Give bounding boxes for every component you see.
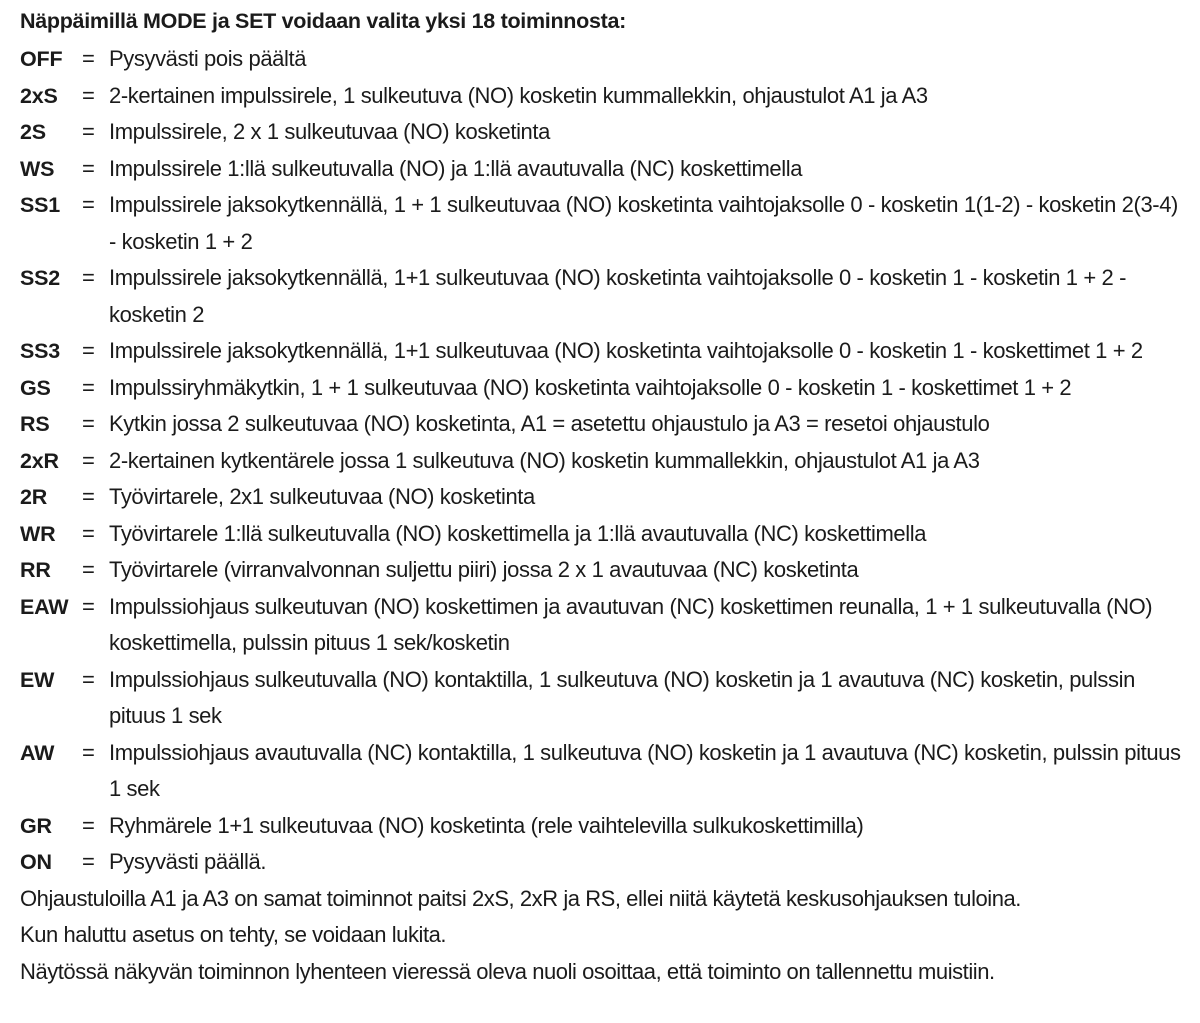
function-description: 2-kertainen kytkentärele jossa 1 sulkeutuva (NO) kosketin kummallekkin, ohjaustulot A1 ja A3 bbox=[109, 447, 980, 473]
equals-sign: = bbox=[82, 739, 95, 765]
function-entry-rr bbox=[20, 552, 1200, 589]
note-lock-setting: Kun haluttu asetus on tehty, se voidaan lukita. bbox=[20, 922, 447, 947]
function-code: WR bbox=[20, 521, 56, 546]
function-entry-on bbox=[20, 844, 1200, 881]
function-entry-2r bbox=[20, 479, 1200, 516]
equals-sign: = bbox=[82, 374, 95, 400]
equals-sign: = bbox=[82, 593, 95, 619]
function-description: Impulssirele jaksokytkennällä, 1 + 1 sulkeutuvaa (NO) kosketinta vaihtojaksolle 0 - kosketin 1(1-2) - kosketin 2(3-4) - kosketin 1 + 2 bbox=[109, 192, 1178, 254]
equals-sign: = bbox=[82, 338, 95, 363]
function-code: ON bbox=[20, 850, 52, 874]
function-code: SS1 bbox=[20, 193, 61, 217]
function-code: EAW bbox=[20, 594, 69, 619]
equals-sign: = bbox=[82, 46, 95, 71]
function-description: Työvirtarele (virranvalvonnan suljettu piiri) jossa 2 x 1 avautuvaa (NC) kosketinta bbox=[109, 557, 859, 582]
notes-list bbox=[20, 881, 1200, 991]
function-description: Työvirtarele 1:llä sulkeutuvalla (NO) koskettimella ja 1:llä avautuvalla (NC) koskettimella bbox=[109, 520, 927, 546]
function-entry-ew bbox=[20, 662, 1200, 735]
equals-sign: = bbox=[82, 812, 95, 838]
function-description: Impulssiohjaus avautuvalla (NC) kontaktilla, 1 sulkeutuva (NO) kosketin ja 1 avautuva (NC) kosketin, pulssin pituus 1 sek bbox=[109, 739, 1181, 801]
function-entry-rs bbox=[20, 406, 1200, 443]
function-code: GS bbox=[20, 375, 51, 400]
equals-sign: = bbox=[82, 411, 95, 436]
function-entry-wr bbox=[20, 516, 1200, 553]
function-entry-2xr bbox=[20, 443, 1200, 480]
function-description: Kytkin jossa 2 sulkeutuvaa (NO) kosketinta, A1 = asetettu ohjaustulo ja A3 = resetoi ohjaustulo bbox=[109, 411, 990, 436]
function-entry-off bbox=[20, 41, 1200, 78]
function-description: Ryhmärele 1+1 sulkeutuvaa (NO) kosketinta (rele vaihtelevilla sulkukoskettimilla) bbox=[109, 812, 864, 838]
function-code: 2xR bbox=[20, 448, 59, 473]
function-code: EW bbox=[20, 667, 55, 692]
function-entry-2s bbox=[20, 114, 1200, 151]
function-entry-2xs bbox=[20, 78, 1200, 115]
function-description: Impulssirele 1:llä sulkeutuvalla (NO) ja 1:llä avautuvalla (NC) koskettimella bbox=[109, 155, 803, 181]
equals-sign: = bbox=[82, 82, 95, 108]
function-entry-ss3 bbox=[20, 333, 1200, 370]
note-control-inputs: Ohjaustuloilla A1 ja A3 on samat toiminnot paitsi 2xS, 2xR ja RS, ellei niitä käytetä keskusohjauksen tuloina. bbox=[20, 885, 1021, 911]
document-heading: Näppäimillä MODE ja SET voidaan valita yksi 18 toiminnosta: bbox=[20, 9, 626, 33]
function-code: GR bbox=[20, 813, 52, 838]
equals-sign: = bbox=[82, 849, 95, 874]
function-entry-ss2 bbox=[20, 260, 1200, 333]
equals-sign: = bbox=[82, 666, 95, 692]
function-entry-aw bbox=[20, 735, 1200, 808]
function-description: Impulssiryhmäkytkin, 1 + 1 sulkeutuvaa (NO) kosketinta vaihtojaksolle 0 - kosketin 1 - koskettimet 1 + 2 bbox=[109, 374, 1072, 400]
function-code: 2xS bbox=[20, 83, 58, 108]
function-code: RS bbox=[20, 412, 50, 436]
function-description: Työvirtarele, 2x1 sulkeutuvaa (NO) kosketinta bbox=[109, 484, 535, 509]
function-description: Pysyvästi pois päältä bbox=[109, 46, 307, 71]
function-code: 2R bbox=[20, 485, 48, 509]
function-description: Impulssirele jaksokytkennällä, 1+1 sulkeutuvaa (NO) kosketinta vaihtojaksolle 0 - kosketin 1 - kosketin 1 + 2 - kosketin 2 bbox=[109, 265, 1126, 327]
equals-sign: = bbox=[82, 119, 95, 144]
function-code: WS bbox=[20, 156, 55, 181]
function-entry-ws bbox=[20, 151, 1200, 188]
equals-sign: = bbox=[82, 520, 95, 546]
function-description: Impulssirele jaksokytkennällä, 1+1 sulkeutuvaa (NO) kosketinta vaihtojaksolle 0 - kosketin 1 - koskettimet 1 + 2 bbox=[109, 338, 1143, 363]
equals-sign: = bbox=[82, 447, 95, 473]
function-code: RR bbox=[20, 558, 51, 582]
function-entry-gr bbox=[20, 808, 1200, 845]
function-description: Pysyvästi päällä. bbox=[109, 849, 267, 874]
equals-sign: = bbox=[82, 265, 95, 290]
function-code: 2S bbox=[20, 120, 46, 144]
function-code: OFF bbox=[20, 47, 63, 71]
equals-sign: = bbox=[82, 155, 95, 181]
function-code: SS3 bbox=[20, 339, 61, 363]
function-description: Impulssirele, 2 x 1 sulkeutuvaa (NO) kosketinta bbox=[109, 119, 550, 144]
function-description: Impulssiohjaus sulkeutuvalla (NO) kontaktilla, 1 sulkeutuva (NO) kosketin ja 1 avautuva (NC) kosketin, pulssin pituus 1 sek bbox=[109, 666, 1135, 728]
equals-sign: = bbox=[82, 557, 95, 582]
function-code: SS2 bbox=[20, 266, 61, 290]
function-entry-ss1 bbox=[20, 187, 1200, 260]
note-memory-arrow: Näytössä näkyvän toiminnon lyhenteen vieressä oleva nuoli osoittaa, että toiminto on tallennettu muistiin. bbox=[20, 958, 995, 984]
function-description: Impulssiohjaus sulkeutuvan (NO) koskettimen ja avautuvan (NC) koskettimen reunalla, 1 + 1 sulkeutuvalla (NO) koskettimella, pulssin pituus 1 sek/kosketin bbox=[109, 593, 1153, 655]
function-entry-gs bbox=[20, 370, 1200, 407]
function-list bbox=[20, 41, 1200, 881]
function-code: AW bbox=[20, 740, 55, 765]
equals-sign: = bbox=[82, 484, 95, 509]
equals-sign: = bbox=[82, 192, 95, 217]
function-description: 2-kertainen impulssirele, 1 sulkeutuva (NO) kosketin kummallekkin, ohjaustulot A1 ja A3 bbox=[109, 82, 928, 108]
function-entry-eaw bbox=[20, 589, 1200, 662]
